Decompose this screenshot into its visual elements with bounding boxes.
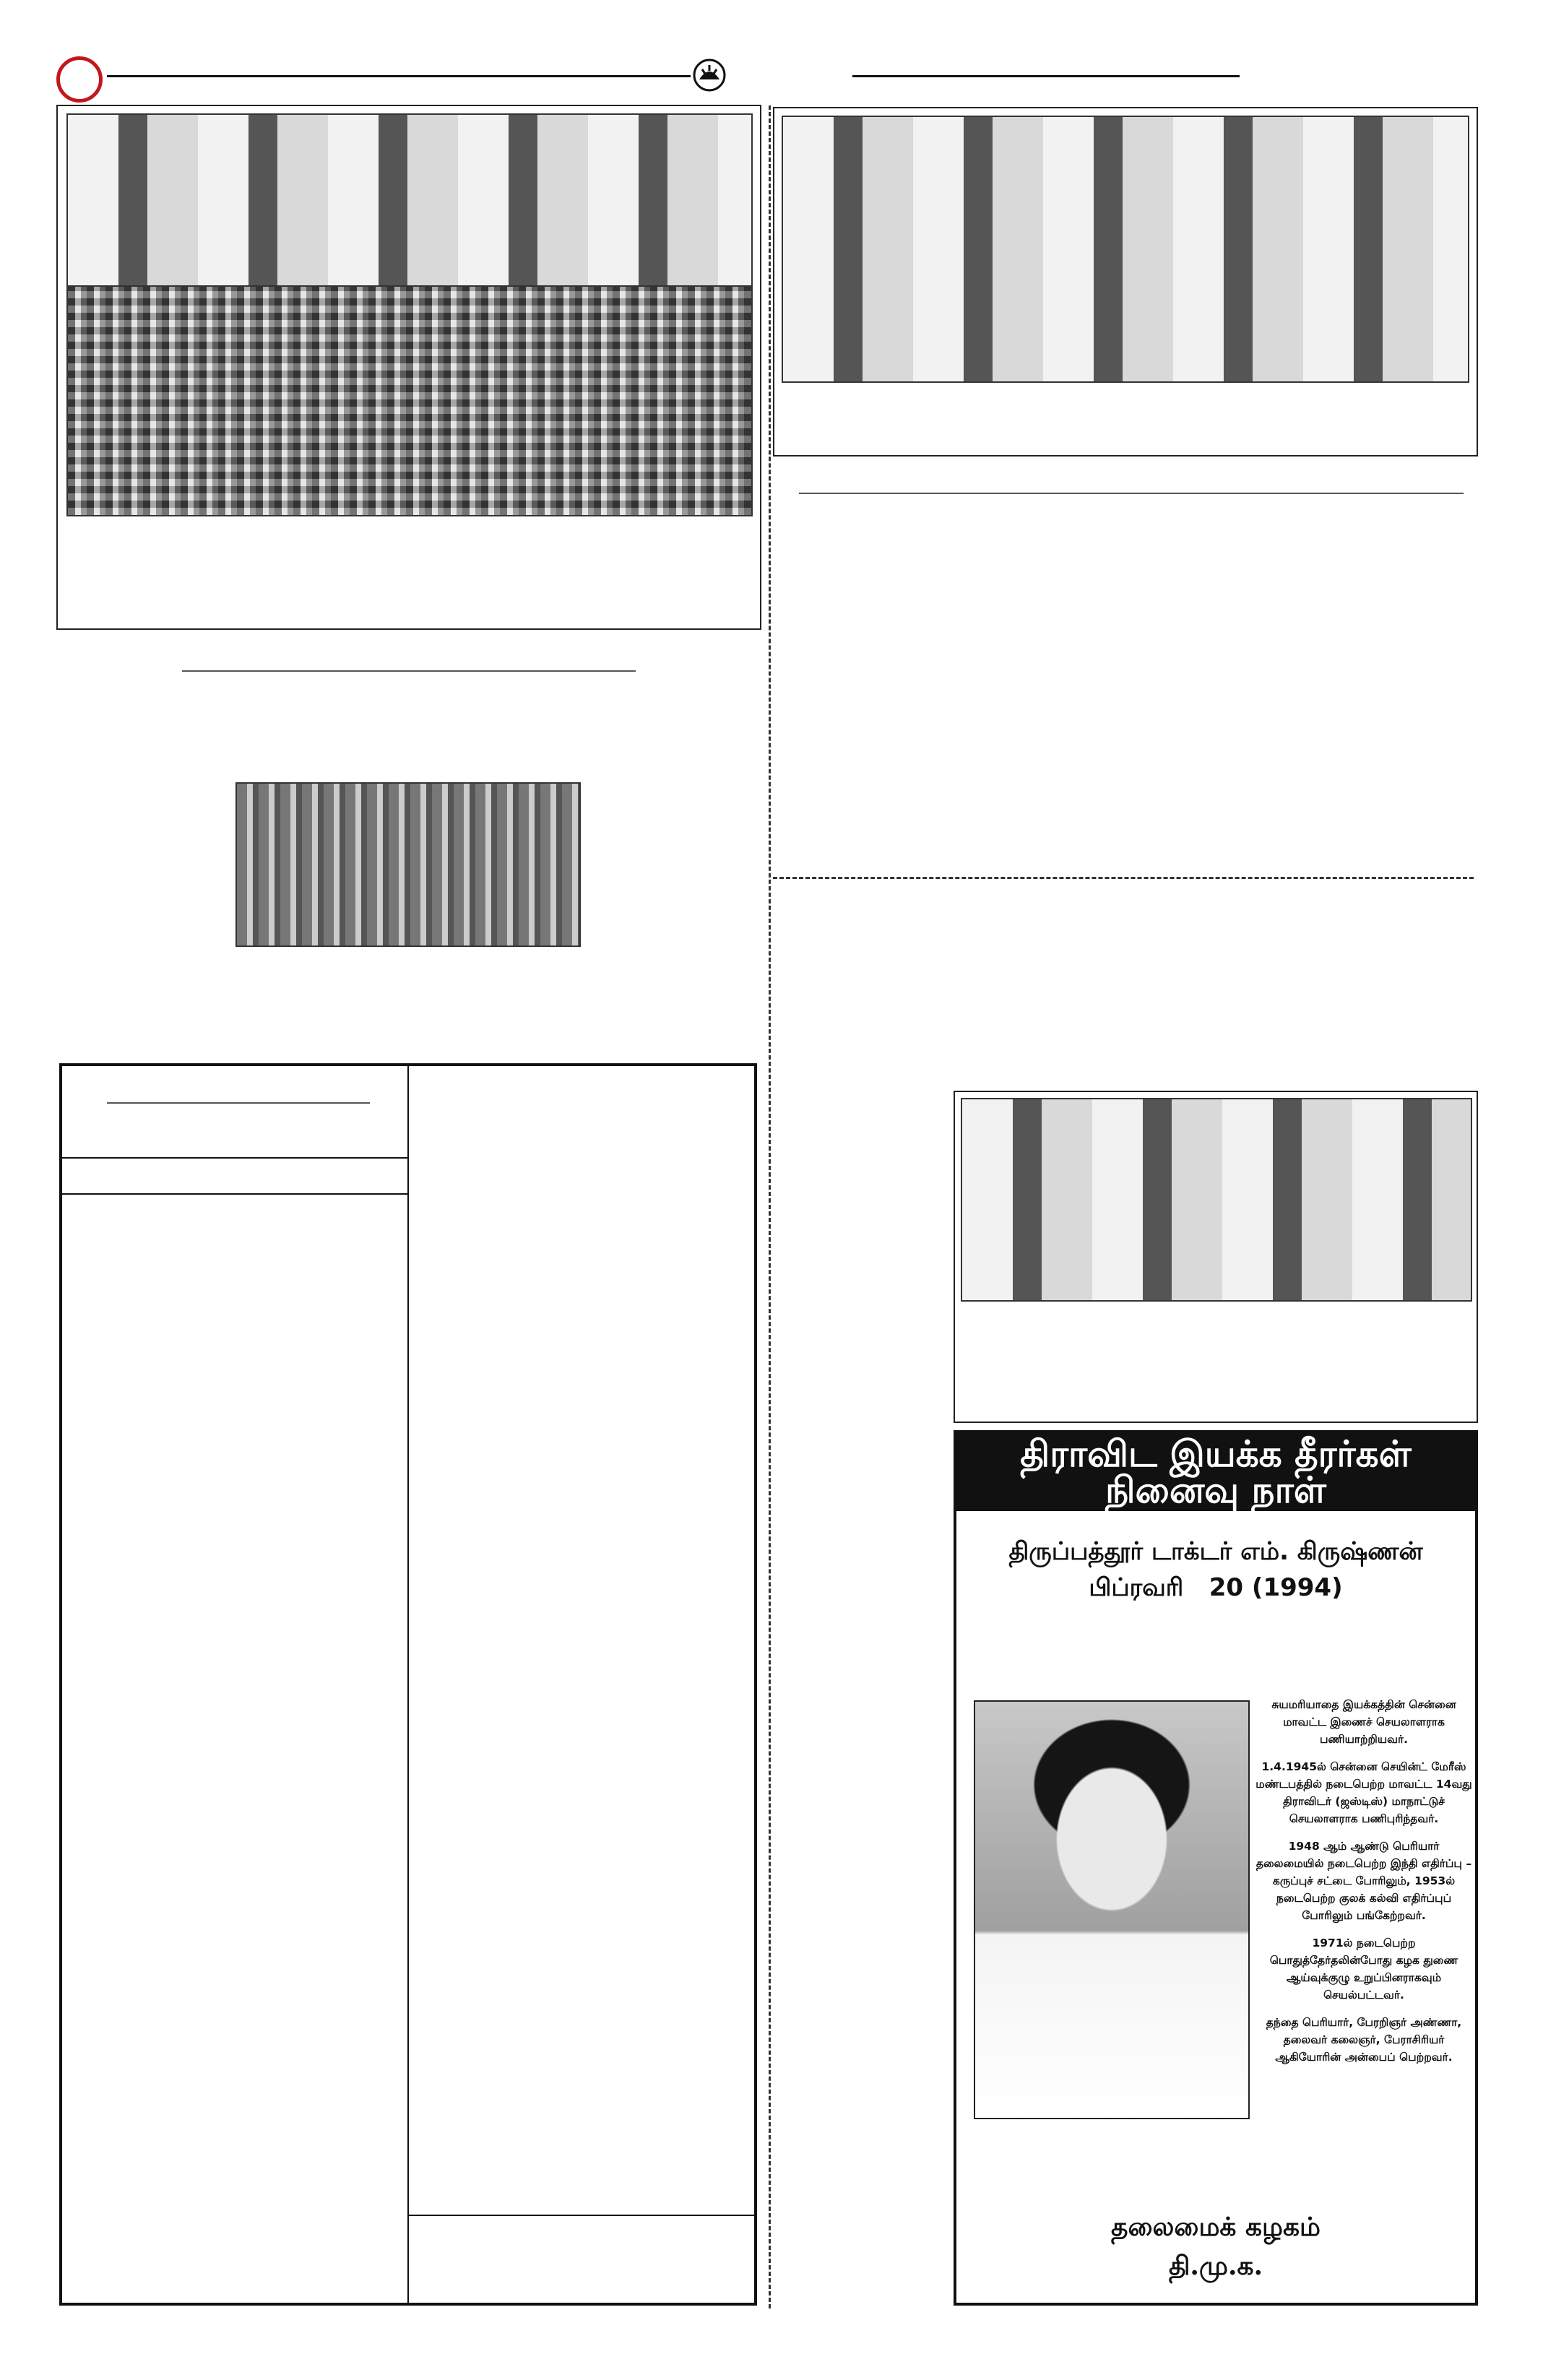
bio-paragraph-2: 1.4.1945ல் சென்னை செயின்ட் மேரீஸ் மண்டபத்தில் நடைபெற்ற மாவட்ட 14வது திராவிடர் (ஜஸ்டிஸ்) மாநாட்டுச் செயலாளராக பணிபுரிந்தவர். (1255, 1760, 1472, 1826)
lamp-lighting-photo-box (954, 1091, 1478, 1423)
memorial-footer (956, 2207, 1475, 2285)
bio-paragraph-4: 1971ல் நடைபெற்ற பொதுத்தேர்தலின்போது கழக துணை ஆய்வுக்குழு உறுப்பினராகவும் செயல்பட்டவர். (1269, 1937, 1458, 2002)
bio-paragraph-3: 1948 ஆம் ஆண்டு பெரியார் தலைமையில் நடைபெற்ற இந்தி எதிர்ப்பு – கருப்புச் சட்டை போரிலும், 1953ல் நடைபெற்ற குலக் கல்வி எதிர்ப்புப் போரிலும் பங்கேற்றவர். (1255, 1840, 1472, 1923)
memorial-ad (954, 1430, 1478, 2306)
memorial-footer-line1: தலைமைக் கழகம் (1111, 2212, 1321, 2242)
masthead-rule-right (852, 75, 1240, 77)
bio-paragraph-1: சுயமரியாதை இயக்கத்தின் சென்னை மாவட்ட இணைச் செயலாளராக பணியாற்றியவர். (1271, 1698, 1456, 1747)
rising-sun-emblem-icon (692, 58, 727, 92)
rally-crowd-photo (66, 285, 753, 516)
masthead-rule-left (107, 75, 691, 77)
boxed-article (59, 1063, 757, 2306)
memorial-person-name: திருப்பத்தூர் டாக்டர் எம். கிருஷ்ணன் (1008, 1537, 1423, 1566)
inauguration-photo-box (773, 107, 1478, 456)
headline-rule-right (799, 493, 1464, 494)
boxed-article-title-rule (107, 1102, 370, 1104)
boxed-article-rule-2 (62, 1193, 407, 1195)
headline-rule-left (182, 670, 636, 672)
boxed-article-inner-divider (407, 1066, 409, 2303)
lamp-lighting-photo (961, 1098, 1472, 1302)
column-divider (769, 105, 771, 2308)
rally-photo-box (56, 105, 761, 630)
inauguration-photo (782, 116, 1469, 383)
boxed-article-rule-3 (407, 2215, 754, 2216)
memorial-banner (956, 1433, 1475, 1511)
rally-stage-photo (66, 113, 753, 287)
memorial-portrait (974, 1700, 1250, 2119)
memorial-banner-title: திராவிட இயக்க தீரர்கள் நினைவு நாள் (1020, 1432, 1412, 1511)
memorial-footer-line2: தி.மு.க. (1168, 2251, 1263, 2281)
page-logo-circle (56, 56, 103, 103)
meeting-audience-photo (235, 782, 581, 947)
boxed-article-rule-1 (62, 1157, 407, 1159)
bio-paragraph-5: தந்தை பெரியார், பேரறிஞர் அண்ணா, தலைவர் கலைஞர், பேராசிரியர் ஆகியோரின் அன்பைப் பெற்றவர். (1266, 2016, 1462, 2064)
memorial-bio (1255, 1696, 1472, 2076)
memorial-date: பிப்ரவரி 20 (1994) (1089, 1573, 1343, 1602)
right-section-divider (773, 877, 1474, 879)
